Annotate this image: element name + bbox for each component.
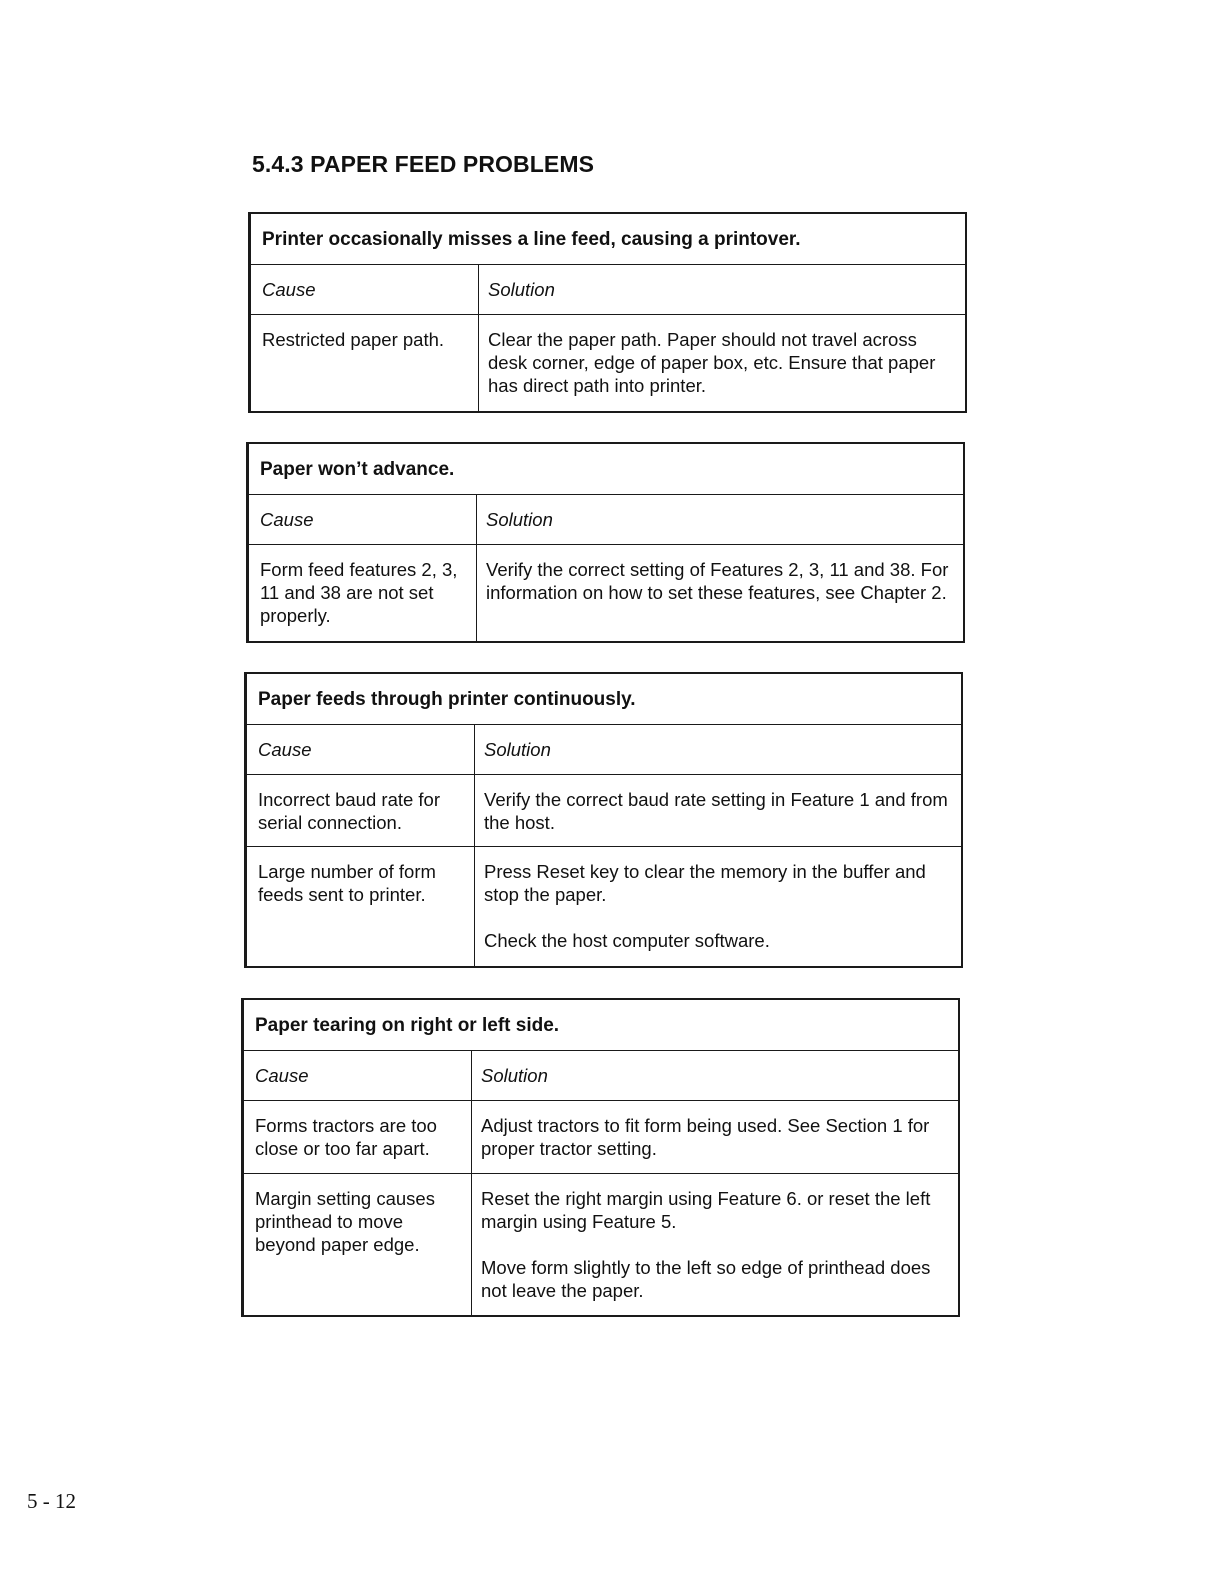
problem-table-paper-tearing [241, 998, 960, 1317]
solution-text: Clear the paper path. Paper should not travel across desk corner, edge of paper box, etc. Ensure that paper has direct path into printer. [488, 329, 936, 396]
table-title: Paper tearing on right or left side. [244, 1000, 958, 1051]
solution-header: Solution [488, 279, 555, 300]
solution-cell [472, 1174, 958, 1315]
table-row [247, 847, 961, 966]
cause-cell: Large number of form feeds sent to printer. [247, 847, 475, 966]
solution-header: Solution [486, 509, 553, 530]
solution-text: Verify the correct baud rate setting in Feature 1 and from the host. [484, 789, 948, 833]
table-header-row [247, 725, 961, 775]
problem-table-paper-wont-advance [246, 442, 965, 643]
solution-cell [472, 1101, 958, 1173]
cause-cell: Form feed features 2, 3, 11 and 38 are not set properly. [249, 545, 477, 641]
table-header-row [249, 495, 963, 545]
table-header-row [251, 265, 965, 315]
cause-cell: Restricted paper path. [251, 315, 479, 411]
solution-text: Verify the correct setting of Features 2, 3, 11 and 38. For information on how to set these features, see Chapter 2. [486, 559, 949, 603]
table-title: Paper won’t advance. [249, 444, 963, 495]
problem-table-missed-line-feed [248, 212, 967, 413]
solution-header: Solution [481, 1065, 548, 1086]
table-title: Printer occasionally misses a line feed, causing a printover. [251, 214, 965, 265]
cause-header: Cause [247, 725, 475, 774]
page-number: 5 - 12 [27, 1489, 76, 1513]
cause-header: Cause [251, 265, 479, 314]
solution-cell [479, 315, 965, 411]
solution-cell [475, 775, 961, 846]
table-row [244, 1174, 958, 1315]
table-row [251, 315, 965, 411]
solution-text: Press Reset key to clear the memory in the buffer and stop the paper. [484, 861, 926, 905]
section-heading: 5.4.3 PAPER FEED PROBLEMS [252, 151, 595, 177]
solution-cell [475, 847, 961, 966]
solution-cell [477, 545, 963, 641]
cause-header: Cause [244, 1051, 472, 1100]
table-row [247, 775, 961, 847]
table-title: Paper feeds through printer continuously. [247, 674, 961, 725]
table-row [249, 545, 963, 641]
table-header-row [244, 1051, 958, 1101]
table-row [244, 1101, 958, 1174]
cause-cell: Margin setting causes printhead to move beyond paper edge. [244, 1174, 472, 1315]
cause-header: Cause [249, 495, 477, 544]
cause-cell: Incorrect baud rate for serial connection. [247, 775, 475, 846]
problem-table-feeds-continuously [244, 672, 963, 968]
solution-text: Check the host computer software. [484, 930, 770, 951]
solution-text: Move form slightly to the left so edge of printhead does not leave the paper. [481, 1257, 931, 1301]
solution-text: Adjust tractors to fit form being used. See Section 1 for proper tractor setting. [481, 1115, 930, 1159]
solution-text: Reset the right margin using Feature 6. or reset the left margin using Feature 5. [481, 1188, 931, 1232]
solution-header: Solution [484, 739, 551, 760]
cause-cell: Forms tractors are too close or too far apart. [244, 1101, 472, 1173]
